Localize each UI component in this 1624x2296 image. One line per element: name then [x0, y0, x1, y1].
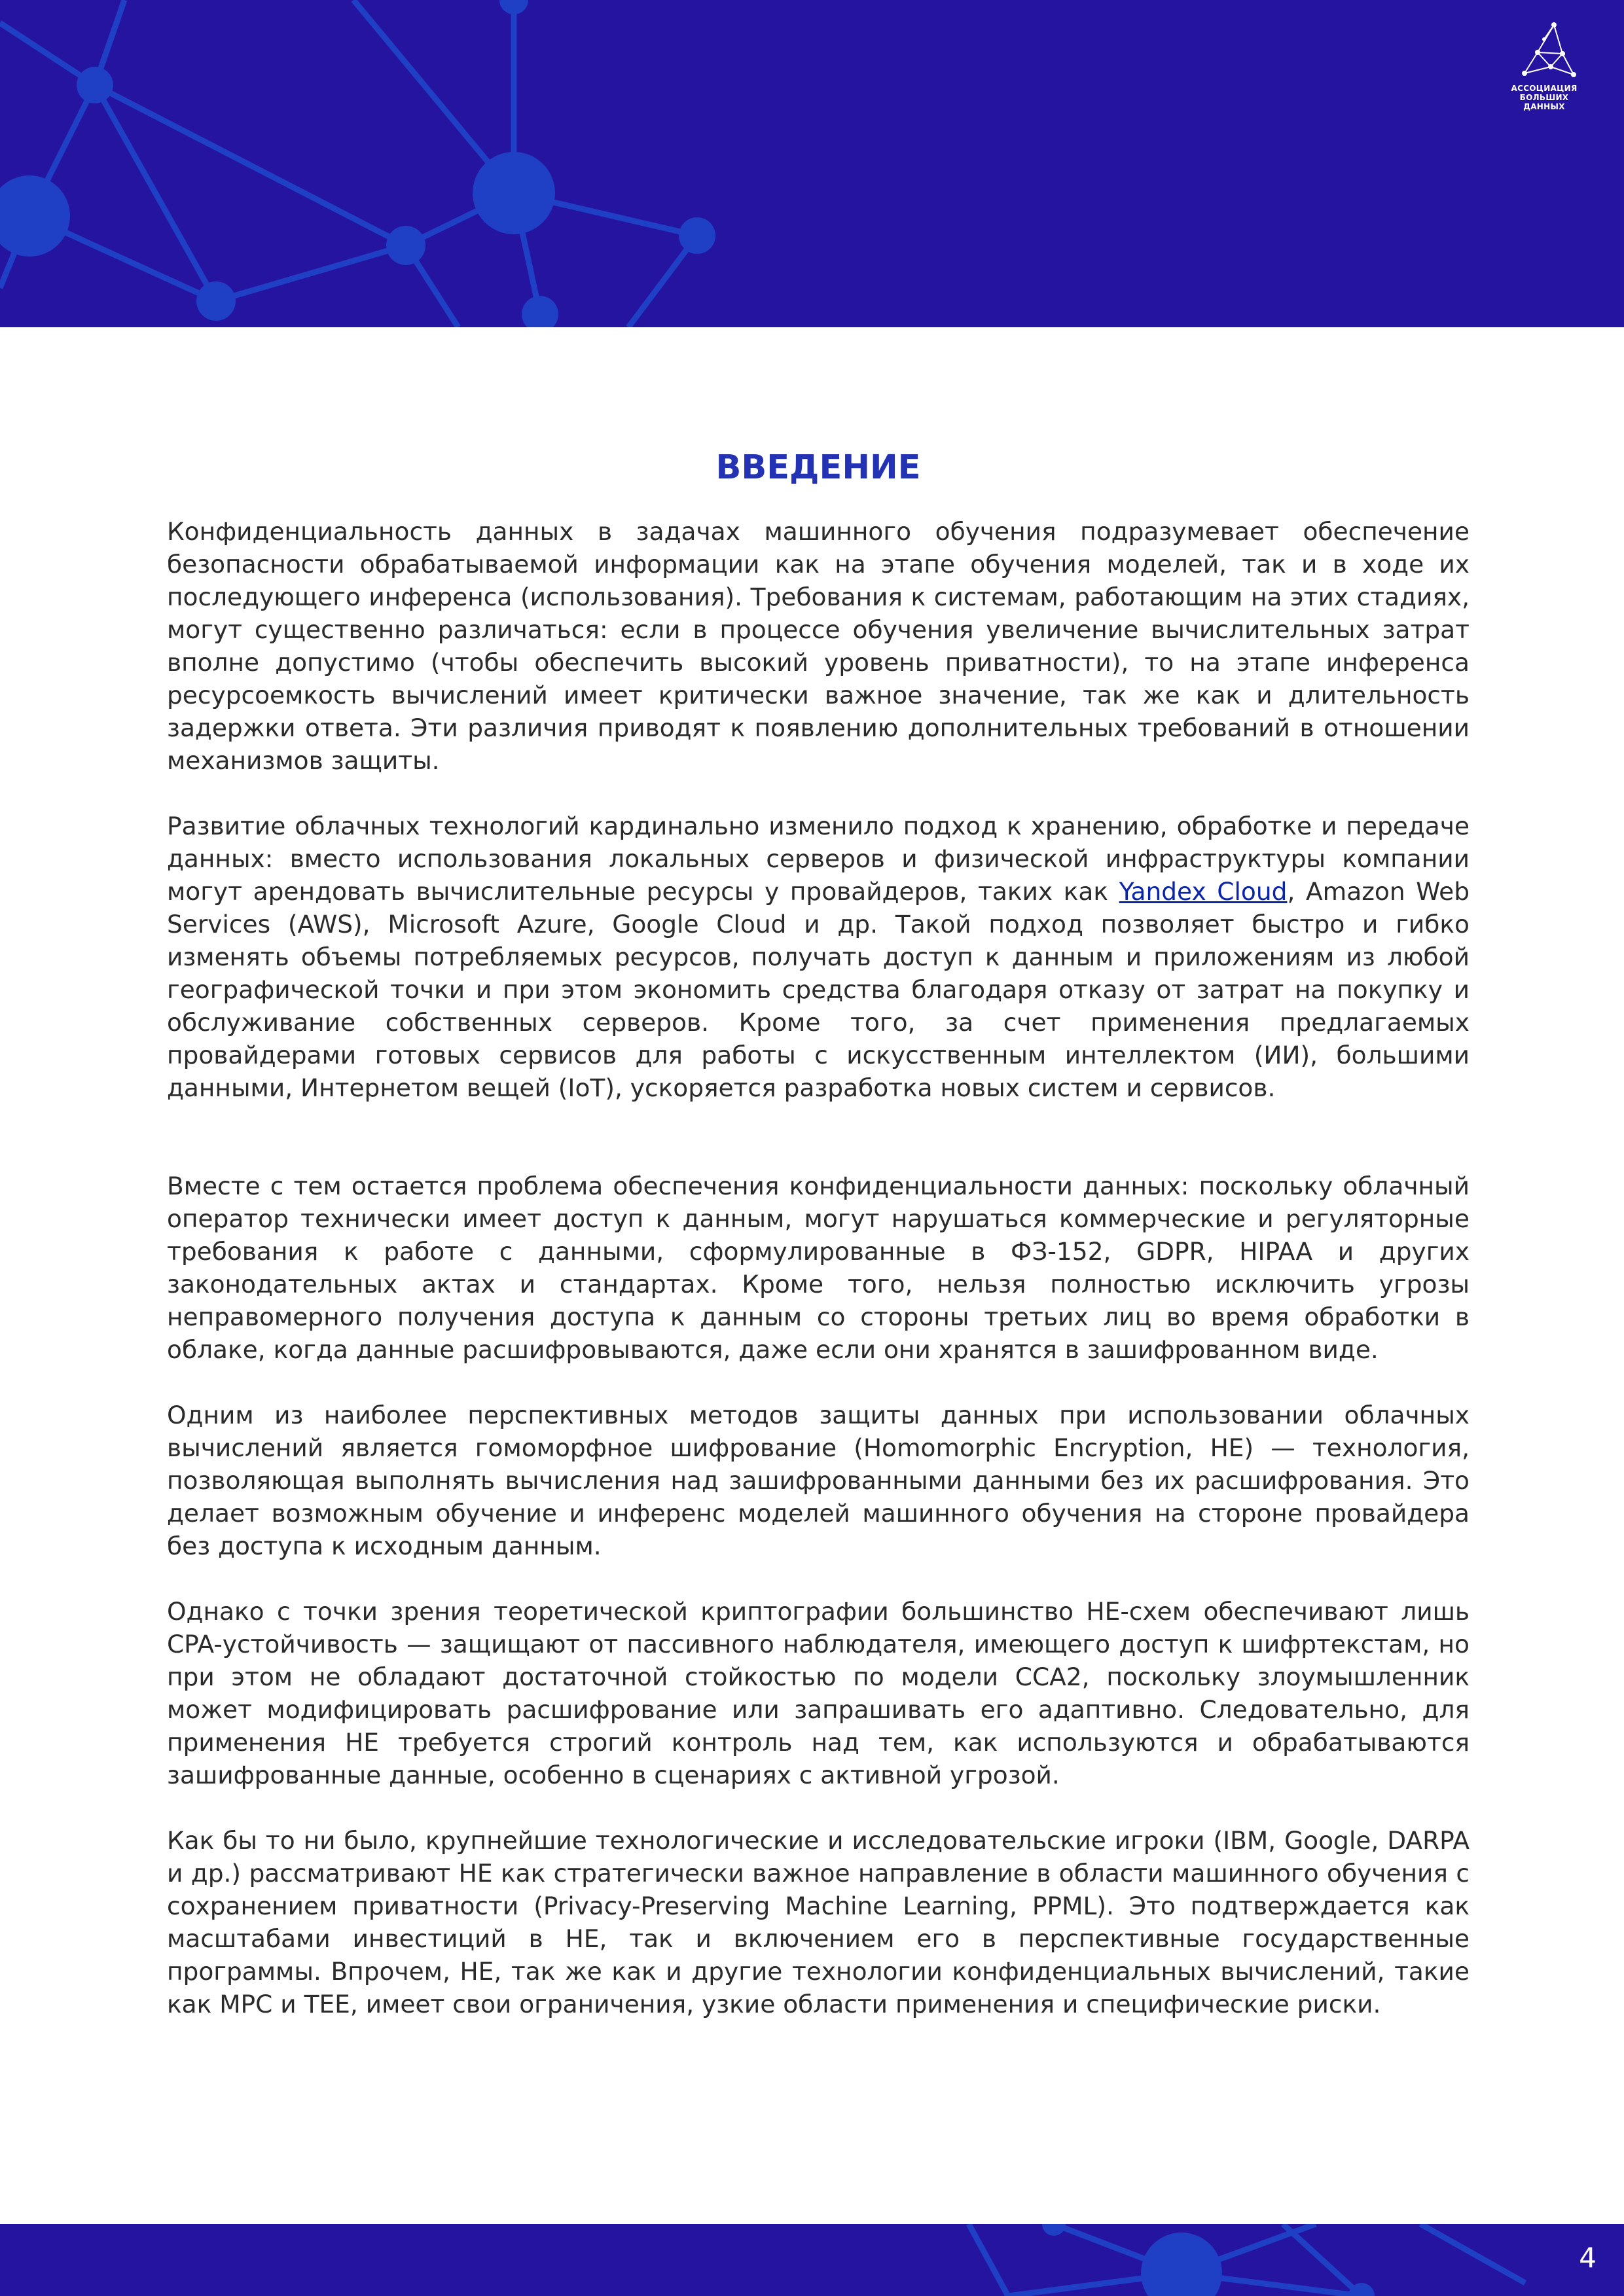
paragraph-1: Конфиденциальность данных в задачах машинного обучения подразумевает обеспечение безопасности обрабатываемой информации как на этапе обучения моделей, так и в ходе их последующего инференса (использования). Требования к системам, работающим на этих стадиях, могут существенно различаться: если в процессе обучения увеличение вычислительных затрат вполне допустимо (чтобы обеспечить высокий уровень приватности), то на этапе инференса ресурсоемкость вычислений имеет критически важное значение, так же как и длительность задержки ответа. Эти различия приводят к появлению дополнительных требований в отношении механизмов защиты.	[167, 517, 1470, 775]
footer-network-graphic	[0, 2224, 1624, 2296]
paragraph-5: Однако с точки зрения теоретической криптографии большинство HE-схем обеспечивают лишь CPA-устойчивость — защищают от пассивного наблюдателя, имеющего доступ к шифртекстам, но при этом не обладают достаточной стойкостью по модели CCA2, поскольку злоумышленник может модифицировать расшифрование или запрашивать его адаптивно. Следовательно, для применения HE требуется строгий контроль над тем, как используются и обрабатываются зашифрованные данные, особенно в сценариях с активной угрозой.	[167, 1597, 1470, 1789]
association-logo	[1498, 20, 1590, 111]
logo-line-2: БОЛЬШИХ ДАННЫХ	[1519, 93, 1569, 111]
paragraph-2	[167, 810, 1470, 1104]
page-number: 4	[1579, 2242, 1597, 2274]
paragraph-4: Одним из наиболее перспективных методов защиты данных при использовании облачных вычислений является гомоморфное шифрование (Homomorphic Encryption, HE) — технология, позволяющая выполнять вычисления над зашифрованными данными без их расшифрования. Это делает возможным обучение и инференс моделей машинного обучения на стороне провайдера без доступа к исходным данным.	[167, 1401, 1470, 1560]
paragraph-2-text-start: Развитие облачных технологий кардинально изменило подход к хранению, обработке и передаче данных: вместо использования локальных серверов и физической инфраструктуры компании могут арендовать вычислительные ресурсы у провайдеров, таких как	[167, 812, 1470, 906]
constellation-logo-icon	[1498, 20, 1590, 85]
paragraph-2-text-end: , Amazon Web Services (AWS), Microsoft Azure, Google Cloud и др. Такой подход позволяет быстро и гибко изменять объемы потребляемых ресурсов, получать доступ к данным и приложениям из любой географической точки и при этом экономить средства благодаря отказу от затрат на покупку и обслуживание собственных серверов. Кроме того, за счет применения предлагаемых провайдерами готовых сервисов для работы с искусственным интеллектом (ИИ), большими данными, Интернетом вещей (IoT), ускоряется разработка новых систем и сервисов.	[167, 877, 1470, 1102]
paragraph-3: Вместе с тем остается проблема обеспечения конфиденциальности данных: поскольку облачный оператор технически имеет доступ к данным, могут нарушаться коммерческие и регуляторные требования к работе с данными, сформулированные в ФЗ-152, GDPR, HIPAA и других законодательных актах и стандартах. Кроме того, нельзя полностью исключить угрозы неправомерного получения доступа к данным со стороны третьих лиц во время обработки в облаке, когда данные расшифровываются, даже если они хранятся в зашифрованном виде.	[167, 1172, 1470, 1364]
logo-line-1: АССОЦИАЦИЯ	[1511, 84, 1578, 93]
yandex-cloud-link[interactable]: Yandex Cloud	[1119, 877, 1288, 906]
page-title: ВВЕДЕНИЕ	[715, 448, 921, 487]
footer-banner	[0, 2224, 1624, 2296]
paragraph-6: Как бы то ни было, крупнейшие технологические и исследовательские игроки (IBM, Google, DARPA и др.) рассматривают HE как стратегически важное направление в области машинного обучения с сохранением приватности (Privacy-Preserving Machine Learning, PPML). Это подтверждается как масштабами инвестиций в HE, так и включением его в перспективные государственные программы. Впрочем, HE, так же как и другие технологии конфиденциальных вычислений, такие как MPC и TEE, имеет свои ограничения, узкие области применения и специфические риски.	[167, 1826, 1470, 2018]
logo-caption	[1498, 84, 1590, 111]
header-banner	[0, 0, 1624, 327]
main-content	[167, 445, 1470, 2053]
network-pattern-graphic	[0, 0, 1624, 327]
